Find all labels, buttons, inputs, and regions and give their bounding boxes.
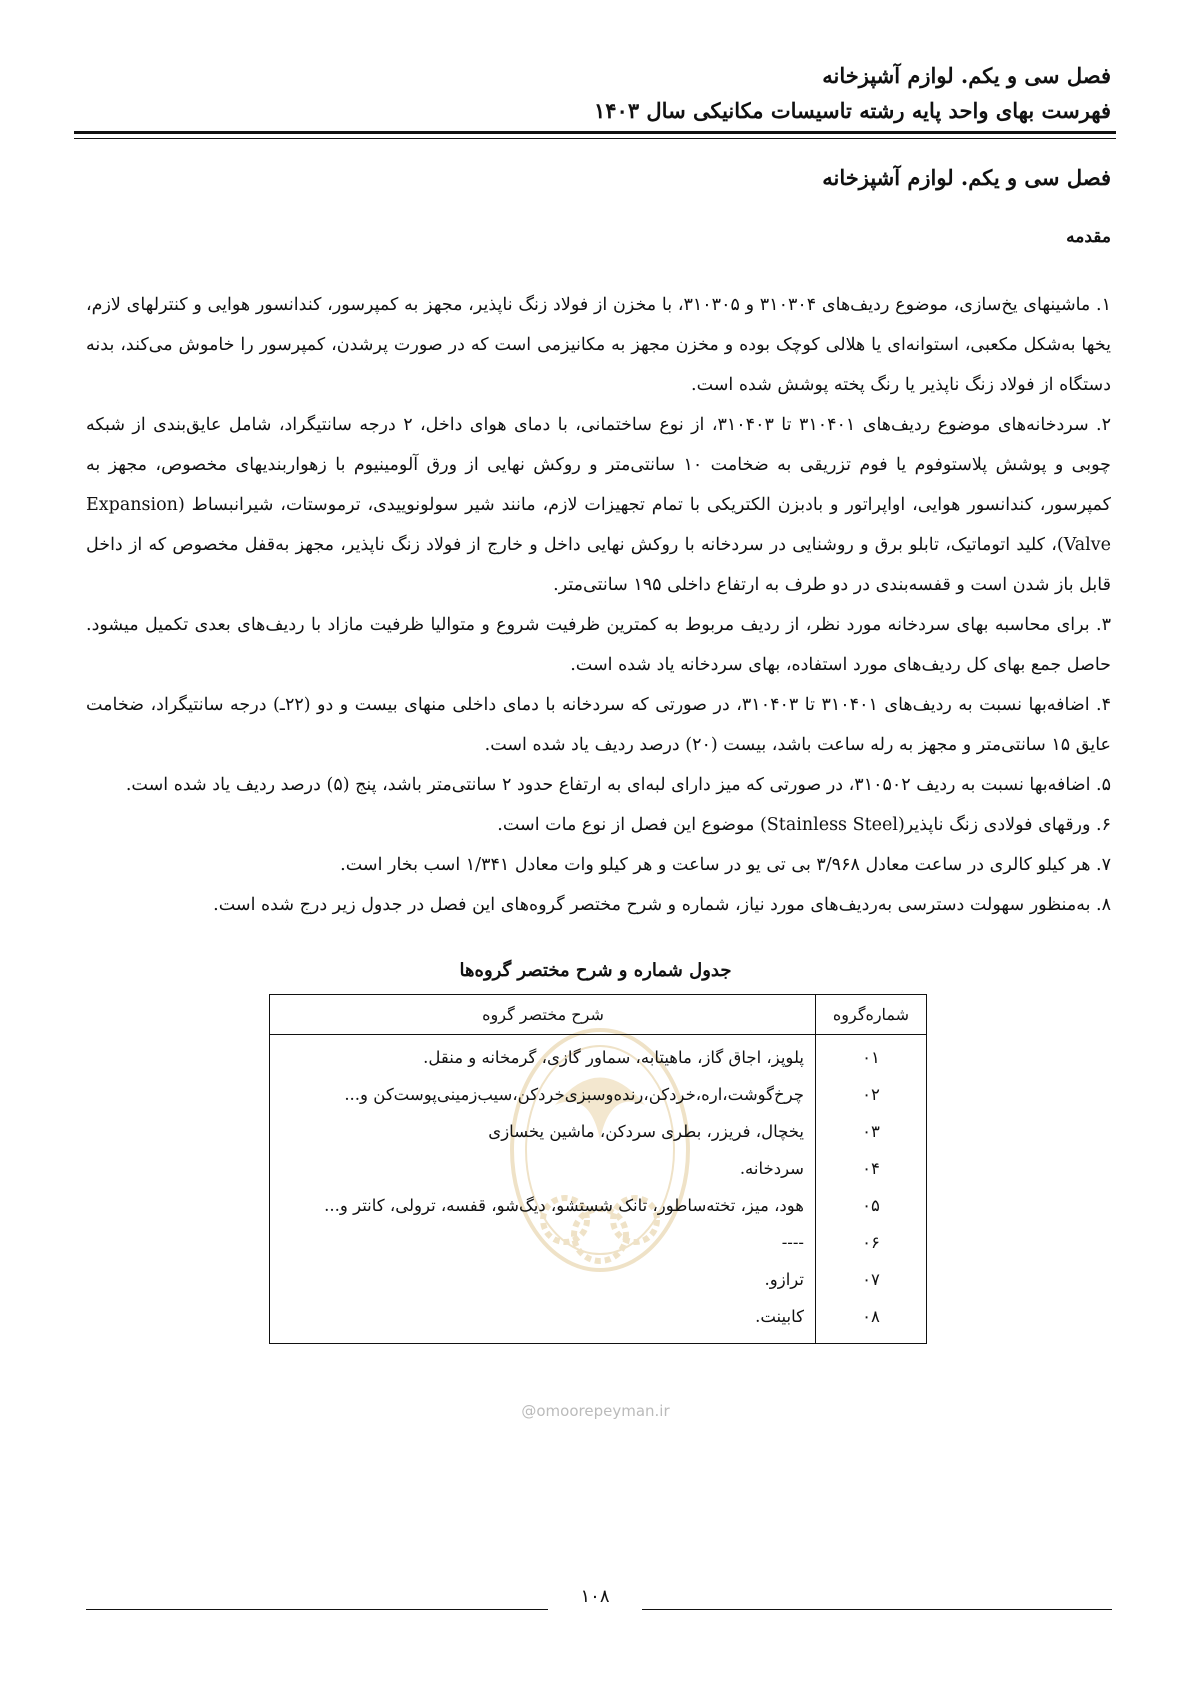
group-number: ۰۸ bbox=[862, 1307, 880, 1326]
watermark-text: @omoorepeyman.ir bbox=[521, 1402, 670, 1420]
group-number: ۰۷ bbox=[862, 1270, 880, 1289]
paragraph-4: ۴. اضافه‌بها نسبت به ردیف‌های ۳۱۰۴۰۱ تا ۳۱۰۴۰۳، در صورتی که سردخانه با دمای داخلی منهای بیست و دو (۲۲ـ) درجه سانتیگراد، ضخامت عایق ۱۵ سانتی‌متر و مجهز به رله ساعت باشد، بیست (۲۰) درصد ردیف یاد شده است. bbox=[86, 695, 1112, 755]
groups-table bbox=[269, 994, 927, 1344]
header-rule-thin bbox=[74, 138, 1116, 139]
group-number: ۰۳ bbox=[862, 1122, 880, 1141]
footer-rule-right bbox=[642, 1609, 1112, 1610]
table-row bbox=[270, 1077, 926, 1113]
group-description: هود، میز، تخته‌ساطور، تانک شستشو، دیگ‌شو، قفسه، ترولی، کانتر و... bbox=[324, 1196, 804, 1215]
table-row bbox=[270, 1151, 926, 1187]
group-number: ۰۲ bbox=[862, 1085, 880, 1104]
header-chapter-line: فصل سی و یکم. لوازم آشپزخانه bbox=[822, 63, 1111, 88]
group-description: سردخانه. bbox=[739, 1159, 804, 1178]
table-row bbox=[270, 1262, 926, 1298]
intro-body bbox=[86, 285, 1111, 925]
group-number: ۰۴ bbox=[862, 1159, 880, 1178]
chapter-title: فصل سی و یکم. لوازم آشپزخانه bbox=[822, 165, 1111, 190]
page-number: ۱۰۸ bbox=[580, 1586, 610, 1607]
table-header-number: شماره‌گروه bbox=[816, 995, 926, 1035]
header-list-line: فهرست بهای واحد پایه رشته تاسیسات مکانیکی سال ۱۴۰۳ bbox=[593, 98, 1111, 123]
table-row bbox=[270, 1188, 926, 1224]
page-header bbox=[81, 58, 1111, 128]
paragraph-3: ۳. برای محاسبه بهای سردخانه مورد نظر، از ردیف مربوط به کمترین ظرفیت شروع و متوالیا ظرفیت مازاد با ردیف‌های بعدی تکمیل میشود. حاصل جمع بهای کل ردیف‌های مورد استفاده، بهای سردخانه یاد شده است. bbox=[86, 615, 1111, 675]
paragraph-6: ۶. ورقهای فولادی زنگ ناپذیر(Stainless Steel) موضوع این فصل از نوع مات است. bbox=[497, 815, 1111, 835]
paragraph-2: ۲. سردخانه‌های موضوع ردیف‌های ۳۱۰۴۰۱ تا ۳۱۰۴۰۳، از نوع ساختمانی، با دمای هوای داخل، ۲ درجه سانتیگراد، شامل عایق‌بندی از شبکه چوبی و پوشش پلاستوفوم یا فوم تزریقی به ضخامت ۱۰ سانتی‌متر و روکش نهایی از ورق آلومینیوم با زهواربندیهای مخصوص، مجهز به کمپرسور، کندانسور هوایی، اواپراتور و بادبزن الکتریکی با تمام تجهیزات لازم، مانند شیر سولونوییدی، ترموستات، شیرانبساط (Expansion Valve)، کلید اتوماتیک، تابلو برق و روشنایی در سردخانه با روکش نهایی داخل و خارج از فولاد زنگ ناپذیر، مجهز به‌قفل مخصوص که از داخل قابل باز شدن است و قفسه‌بندی در دو طرف به ارتفاع داخلی ۱۹۵ سانتی‌متر. bbox=[86, 415, 1111, 595]
group-description: ترازو. bbox=[764, 1270, 804, 1289]
group-number: ۰۱ bbox=[862, 1048, 880, 1067]
paragraph-5: ۵. اضافه‌بها نسبت به ردیف ۳۱۰۵۰۲، در صورتی که میز دارای لبه‌ای به ارتفاع حدود ۲ سانتی‌متر باشد، پنج (۵) درصد ردیف یاد شده است. bbox=[125, 775, 1111, 795]
header-rule-thick bbox=[74, 131, 1116, 134]
group-number: ۰۶ bbox=[862, 1233, 880, 1252]
table-header-description: شرح مختصر گروه bbox=[270, 995, 816, 1035]
footer-rule-left bbox=[86, 1609, 548, 1610]
table-row bbox=[270, 1225, 926, 1261]
group-number: ۰۵ bbox=[862, 1196, 880, 1215]
table-row bbox=[270, 1040, 926, 1076]
paragraph-7: ۷. هر کیلو کالری در ساعت معادل ۳/۹۶۸ بی تی یو در ساعت و هر کیلو وات معادل ۱/۳۴۱ اسب بخار است. bbox=[340, 855, 1111, 875]
paragraph-1: ۱. ماشینهای یخ‌سازی، موضوع ردیف‌های ۳۱۰۳۰۴ و ۳۱۰۳۰۵، با مخزن از فولاد زنگ ناپذیر، مجهز به کمپرسور، کندانسور هوایی و کنترلهای لازم، یخها به‌شکل مکعبی، استوانه‌ای یا هلالی کوچک بوده و مخزن مجهز به مکانیزمی است که در صورت پرشدن، کمپرسور را خاموش می‌کند، بدنه دستگاه از فولاد زنگ ناپذیر یا رنگ پخته پوشش شده است. bbox=[86, 295, 1112, 395]
paragraph-8: ۸. به‌منظور سهولت دسترسی به‌ردیف‌های مورد نیاز، شماره و شرح مختصر گروه‌های این فصل در جدول زیر درج شده است. bbox=[213, 895, 1111, 915]
group-description: کابینت. bbox=[755, 1307, 804, 1326]
table-row bbox=[270, 1114, 926, 1150]
group-description: پلوپز، اجاق گاز، ماهیتابه، سماور گازی، گرمخانه و منقل. bbox=[423, 1048, 804, 1067]
table-row bbox=[270, 1299, 926, 1335]
group-description: یخچال، فریزر، بطری سردکن، ماشین یخسازی bbox=[488, 1122, 804, 1141]
group-description: ---- bbox=[781, 1233, 804, 1252]
table-title: جدول شماره و شرح مختصر گروه‌ها bbox=[459, 960, 732, 981]
intro-heading: مقدمه bbox=[1066, 227, 1111, 247]
group-description: چرخ‌گوشت،اره،خردکن،رنده‌وسبزی‌خردکن،سیب‌زمینی‌پوست‌کن و... bbox=[344, 1085, 804, 1104]
